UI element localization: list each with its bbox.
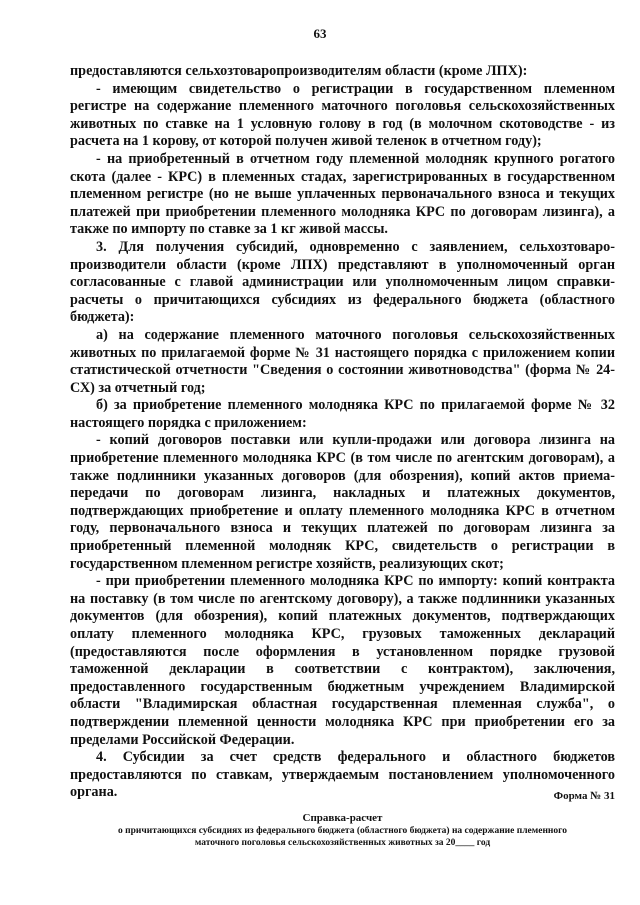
paragraph: предоставляются сельхозтоваропроизводителям области (кроме ЛПХ): — [70, 63, 528, 79]
paragraph: - имеющим свидетельство о регистрации в государственном племенном регистре на содержание племенного маточного поголовья сельскохозяйственных животных по ставке на 1 условную голову в год (в молочном скотоводстве - из расчета на 1 корову, от которой получен живой теленок в отчетном году); — [70, 80, 615, 150]
paragraph: 3. Для получения субсидий, одновременно с заявлением, сельхозтоваро-производители области (кроме ЛПХ) представляют в уполномоченный орган согласованные с главой администрации или уполномоченным лицом справки-расчеты о причитающихся субсидиях из федерального бюджета (областного бюджета): — [70, 238, 615, 326]
form-label: Форма № 31 — [553, 790, 615, 802]
form-header — [70, 790, 615, 849]
body-text — [70, 63, 615, 802]
paragraph: а) на содержание племенного маточного поголовья сельскохозяйственных животных по прилагаемой форме № 31 настоящего порядка с приложением копии статистической отчетности "Сведения о состоянии животноводства" (форма № 24-СХ) за отчетный год; — [70, 326, 615, 396]
form-subtitle-line-2: маточного поголовья сельскохозяйственных животных за 20____ год — [194, 838, 491, 848]
page-number: 63 — [313, 26, 327, 41]
paragraph: - на приобретенный в отчетном году племенной молодняк крупного рогатого скота (далее - КРС) в племенных стадах, зарегистрированных в государственном племенном регистре (но не выше уплаченных первоначального взноса и текущих платежей при приобретении племенного молодняка КРС по договорам лизинга), а также по импорту по ставке за 1 кг живой массы. — [70, 150, 615, 238]
paragraph: б) за приобретение племенного молодняка КРС по прилагаемой форме № 32 настоящего порядка с приложением: — [70, 397, 615, 431]
paragraph: 4. Субсидии за счет средств федерального и областного бюджетов предоставляются по ставкам, утверждаемым постановлением уполномоченного органа. — [70, 749, 615, 801]
paragraph: - копий договоров поставки или купли-продажи или договора лизинга на приобретение племенного молодняка КРС (в том числе по агентским договорам), а также подлинники указанных договоров (для обозрения), копий актов приема-передачи по договорам лизинга, накладных и платежных документов, подтверждающих приобретение и оплату племенного молодняка КРС в отчетном году, первоначального взноса и текущих платежей по договорам лизинга за приобретенный племенной молодняк КРС, свидетельств о регистрации в государственном племенном регистре хозяйств, реализующих скот; — [70, 432, 615, 572]
form-title: Справка-расчет — [302, 812, 383, 824]
form-subtitle-line-1: о причитающихся субсидиях из федерального бюджета (областного бюджета) на содержание племенного — [118, 826, 567, 836]
paragraph: - при приобретении племенного молодняка КРС по импорту: копий контракта на поставку (в том числе по агентскому договору), а также подлинники указанных документов (для обозрения), копий платежных документов, подтверждающих оплату племенного молодняка КРС, грузовых таможенных деклараций (предоставляются после оформления в установленном порядке грузовой таможенной декларации в соответствии с контрактом), заключения, предоставленного государственным бюджетным учреждением Владимирской области "Владимирская областная государственная племенная служба", о подтверждении племенной ценности молодняка КРС при приобретении его за пределами Российской Федерации. — [70, 573, 615, 748]
